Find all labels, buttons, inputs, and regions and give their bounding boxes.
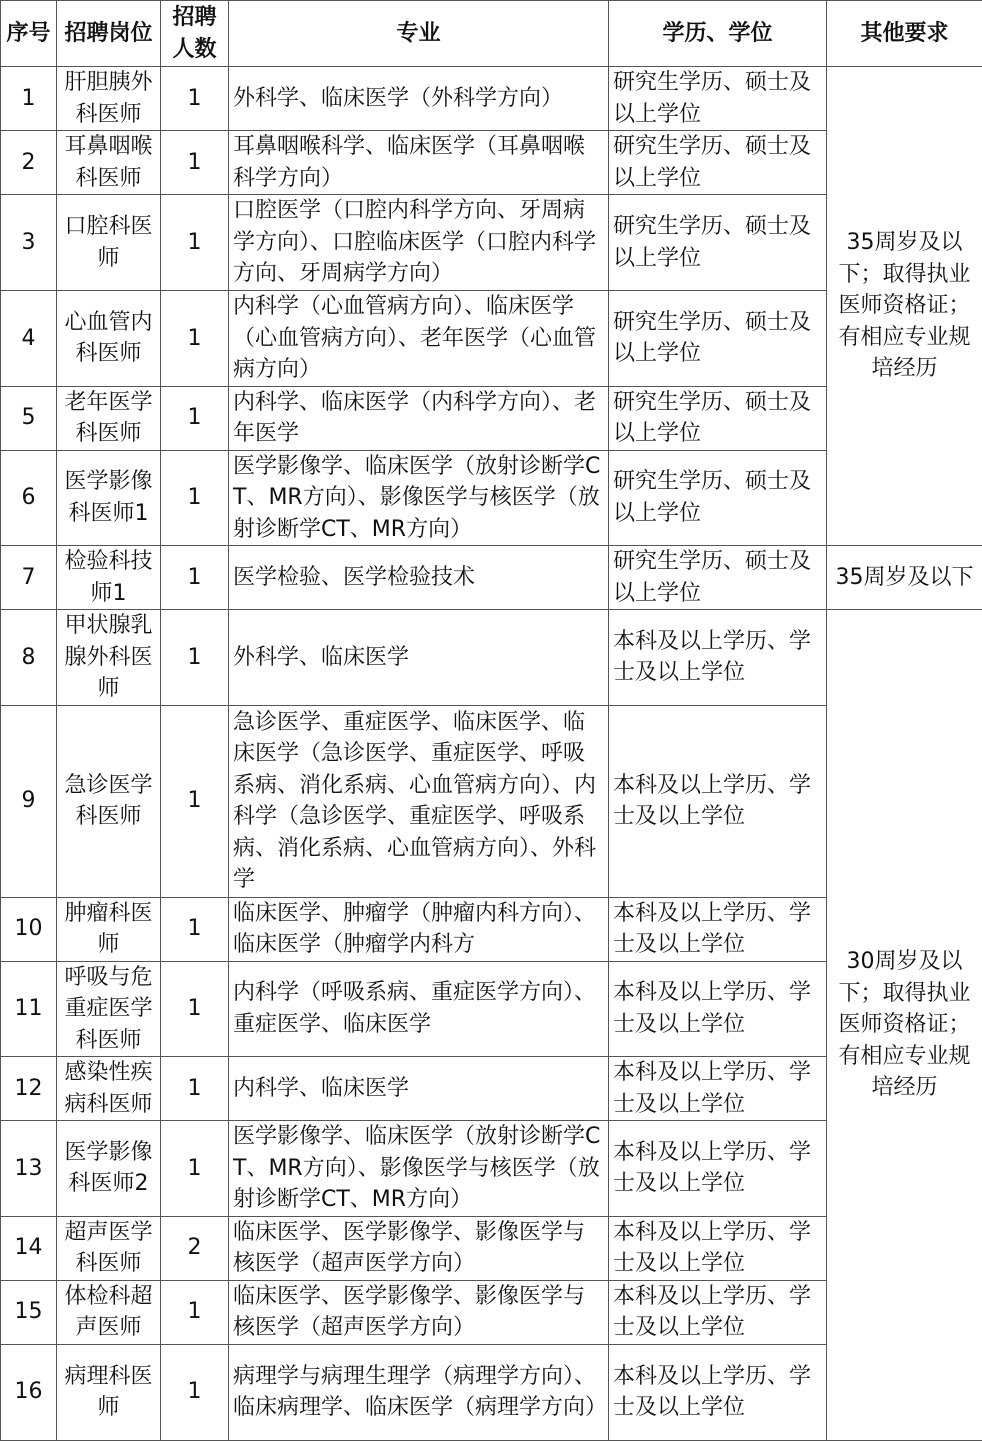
row-major xyxy=(229,1344,609,1440)
row-seq xyxy=(1,546,57,610)
row-education xyxy=(609,291,827,387)
row-education xyxy=(609,67,827,131)
row-seq xyxy=(1,705,57,897)
row-education-text: 研究生学历、硕士及以上学位 xyxy=(613,387,822,450)
row-position xyxy=(57,1216,161,1280)
row-count xyxy=(161,67,229,131)
row-position-text: 医学影像科医师2 xyxy=(61,1137,156,1200)
row-major-text: 急诊医学、重症医学、临床医学、临床医学（急诊医学、重症医学、呼吸系病、消化系病、心血管病方向）、内科学（急诊医学、重症医学、呼吸系病、消化系病、心血管病方向）、外科学 xyxy=(233,707,604,896)
row-seq-text: 15 xyxy=(5,1296,52,1328)
row-position-text: 病理科医师 xyxy=(61,1361,156,1424)
row-education xyxy=(609,450,827,546)
row-position xyxy=(57,1344,161,1440)
row-seq-text: 16 xyxy=(5,1376,52,1408)
row-position-text: 检验科技师1 xyxy=(61,546,156,609)
row-seq-text: 12 xyxy=(5,1073,52,1105)
row-major xyxy=(229,195,609,291)
row-position xyxy=(57,195,161,291)
row-count-text: 1 xyxy=(165,83,224,115)
row-count xyxy=(161,1216,229,1280)
row-position-text: 急诊医学科医师 xyxy=(61,770,156,833)
row-position xyxy=(57,610,161,706)
row-position-text: 耳鼻咽喉科医师 xyxy=(61,131,156,194)
row-count-text: 1 xyxy=(165,1073,224,1105)
row-position-text: 感染性疾病科医师 xyxy=(61,1057,156,1120)
row-position-text: 肿瘤科医师 xyxy=(61,898,156,961)
row-count xyxy=(161,131,229,195)
row-education xyxy=(609,1216,827,1280)
header-major: 专业 xyxy=(229,1,609,67)
row-position xyxy=(57,961,161,1057)
other-requirements-text: 30周岁及以下；取得执业医师资格证；有相应专业规培经历 xyxy=(831,946,978,1104)
row-position-text: 甲状腺乳腺外科医师 xyxy=(61,610,156,705)
row-seq-text: 11 xyxy=(5,993,52,1025)
row-count xyxy=(161,386,229,450)
row-education-text: 研究生学历、硕士及以上学位 xyxy=(613,211,822,274)
row-major-text: 临床医学、医学影像学、影像医学与核医学（超声医学方向） xyxy=(233,1217,604,1280)
row-seq xyxy=(1,1344,57,1440)
row-count xyxy=(161,546,229,610)
row-position-text: 心血管内科医师 xyxy=(61,307,156,370)
row-seq xyxy=(1,897,57,961)
row-education xyxy=(609,1057,827,1121)
row-position-text: 呼吸与危重症医学科医师 xyxy=(61,962,156,1057)
row-seq xyxy=(1,195,57,291)
header-seq: 序号 xyxy=(1,1,57,67)
row-seq xyxy=(1,961,57,1057)
row-position xyxy=(57,386,161,450)
row-education-text: 本科及以上学历、学士及以上学位 xyxy=(613,770,822,833)
other-requirements-text: 35周岁及以下 xyxy=(831,562,978,594)
row-seq xyxy=(1,610,57,706)
row-major-text: 内科学、临床医学 xyxy=(233,1073,604,1105)
row-major xyxy=(229,610,609,706)
row-seq xyxy=(1,1057,57,1121)
row-position xyxy=(57,450,161,546)
row-position-text: 体检科超声医师 xyxy=(61,1281,156,1344)
row-major-text: 内科学（呼吸系病、重症医学方向）、重症医学、临床医学 xyxy=(233,977,604,1040)
row-education xyxy=(609,610,827,706)
row-major-text: 病理学与病理生理学（病理学方向）、临床病理学、临床医学（病理学方向） xyxy=(233,1361,604,1424)
row-major-text: 口腔医学（口腔内科学方向、牙周病学方向）、口腔临床医学（口腔内科学方向、牙周病学方向） xyxy=(233,195,604,290)
row-seq-text: 9 xyxy=(5,785,52,817)
row-seq-text: 14 xyxy=(5,1232,52,1264)
row-count xyxy=(161,1280,229,1344)
row-count-text: 1 xyxy=(165,785,224,817)
row-education-text: 研究生学历、硕士及以上学位 xyxy=(613,131,822,194)
row-seq xyxy=(1,1121,57,1217)
row-education-text: 研究生学历、硕士及以上学位 xyxy=(613,307,822,370)
row-seq xyxy=(1,131,57,195)
row-major xyxy=(229,450,609,546)
row-position xyxy=(57,897,161,961)
row-education xyxy=(609,386,827,450)
row-major-text: 医学影像学、临床医学（放射诊断学CT、MR方向）、影像医学与核医学（放射诊断学CT、MR方向） xyxy=(233,451,604,546)
table-row xyxy=(1,546,982,610)
row-position xyxy=(57,1057,161,1121)
row-count-text: 1 xyxy=(165,482,224,514)
other-requirements-cell xyxy=(827,546,982,610)
row-seq xyxy=(1,1216,57,1280)
row-seq-text: 1 xyxy=(5,83,52,115)
row-count xyxy=(161,897,229,961)
row-education xyxy=(609,1121,827,1217)
row-count-text: 1 xyxy=(165,323,224,355)
header-row xyxy=(1,1,982,67)
row-position xyxy=(57,1280,161,1344)
row-position xyxy=(57,291,161,387)
row-position xyxy=(57,131,161,195)
row-seq xyxy=(1,450,57,546)
row-seq-text: 7 xyxy=(5,562,52,594)
row-major xyxy=(229,1057,609,1121)
row-seq-text: 10 xyxy=(5,913,52,945)
row-count xyxy=(161,1121,229,1217)
row-seq xyxy=(1,291,57,387)
header-education: 学历、学位 xyxy=(609,1,827,67)
header-count: 招聘 人数 xyxy=(161,1,229,67)
header-position: 招聘岗位 xyxy=(57,1,161,67)
row-count xyxy=(161,450,229,546)
row-position-text: 老年医学科医师 xyxy=(61,387,156,450)
row-seq-text: 13 xyxy=(5,1153,52,1185)
row-major-text: 临床医学、医学影像学、影像医学与核医学（超声医学方向） xyxy=(233,1281,604,1344)
row-major xyxy=(229,961,609,1057)
row-education-text: 研究生学历、硕士及以上学位 xyxy=(613,546,822,609)
row-education-text: 本科及以上学历、学士及以上学位 xyxy=(613,898,822,961)
row-seq-text: 6 xyxy=(5,482,52,514)
row-major xyxy=(229,386,609,450)
row-major xyxy=(229,67,609,131)
table-body xyxy=(1,67,982,1441)
row-position xyxy=(57,1121,161,1217)
row-count-text: 1 xyxy=(165,147,224,179)
header-other: 其他要求 xyxy=(827,1,982,67)
table-row xyxy=(1,610,982,706)
row-position-text: 超声医学科医师 xyxy=(61,1217,156,1280)
row-count-text: 1 xyxy=(165,402,224,434)
row-seq xyxy=(1,67,57,131)
row-count xyxy=(161,195,229,291)
row-education xyxy=(609,897,827,961)
row-major-text: 内科学、临床医学（内科学方向）、老年医学 xyxy=(233,387,604,450)
row-education xyxy=(609,705,827,897)
row-seq xyxy=(1,1280,57,1344)
row-count xyxy=(161,705,229,897)
row-count-text: 1 xyxy=(165,1376,224,1408)
row-seq-text: 5 xyxy=(5,402,52,434)
row-major xyxy=(229,705,609,897)
row-major xyxy=(229,1121,609,1217)
row-count-text: 2 xyxy=(165,1232,224,1264)
row-major-text: 耳鼻咽喉科学、临床医学（耳鼻咽喉科学方向） xyxy=(233,131,604,194)
row-count-text: 1 xyxy=(165,1296,224,1328)
row-count xyxy=(161,961,229,1057)
row-seq-text: 2 xyxy=(5,147,52,179)
other-requirements-text: 35周岁及以下；取得执业医师资格证；有相应专业规培经历 xyxy=(831,227,978,385)
row-count-text: 1 xyxy=(165,1153,224,1185)
row-education-text: 研究生学历、硕士及以上学位 xyxy=(613,67,822,130)
row-count-text: 1 xyxy=(165,227,224,259)
row-count xyxy=(161,1057,229,1121)
row-major-text: 医学影像学、临床医学（放射诊断学CT、MR方向）、影像医学与核医学（放射诊断学CT、MR方向） xyxy=(233,1121,604,1216)
row-seq-text: 3 xyxy=(5,227,52,259)
row-major-text: 外科学、临床医学（外科学方向） xyxy=(233,83,604,115)
row-major xyxy=(229,897,609,961)
row-major xyxy=(229,131,609,195)
table-row xyxy=(1,67,982,131)
row-seq-text: 4 xyxy=(5,323,52,355)
row-count-text: 1 xyxy=(165,642,224,674)
row-education-text: 本科及以上学历、学士及以上学位 xyxy=(613,626,822,689)
other-requirements-cell xyxy=(827,67,982,546)
row-position-text: 口腔科医师 xyxy=(61,211,156,274)
row-major-text: 内科学（心血管病方向）、临床医学（心血管病方向）、老年医学（心血管病方向） xyxy=(233,291,604,386)
row-position xyxy=(57,705,161,897)
other-requirements-cell xyxy=(827,610,982,1441)
row-education xyxy=(609,961,827,1057)
row-major-text: 医学检验、医学检验技术 xyxy=(233,562,604,594)
row-count xyxy=(161,610,229,706)
row-major xyxy=(229,1216,609,1280)
row-position xyxy=(57,67,161,131)
row-major-text: 临床医学、肿瘤学（肿瘤内科方向）、临床医学（肿瘤学内科方 xyxy=(233,898,604,961)
row-education xyxy=(609,131,827,195)
row-education-text: 本科及以上学历、学士及以上学位 xyxy=(613,1281,822,1344)
row-count-text: 1 xyxy=(165,562,224,594)
row-count xyxy=(161,1344,229,1440)
row-seq-text: 8 xyxy=(5,642,52,674)
row-seq xyxy=(1,386,57,450)
row-education-text: 研究生学历、硕士及以上学位 xyxy=(613,466,822,529)
row-count xyxy=(161,291,229,387)
row-education-text: 本科及以上学历、学士及以上学位 xyxy=(613,977,822,1040)
row-education-text: 本科及以上学历、学士及以上学位 xyxy=(613,1137,822,1200)
row-education xyxy=(609,195,827,291)
row-major-text: 外科学、临床医学 xyxy=(233,642,604,674)
row-position-text: 肝胆胰外科医师 xyxy=(61,67,156,130)
row-count-text: 1 xyxy=(165,993,224,1025)
row-major xyxy=(229,291,609,387)
row-position-text: 医学影像科医师1 xyxy=(61,466,156,529)
row-position xyxy=(57,546,161,610)
row-education-text: 本科及以上学历、学士及以上学位 xyxy=(613,1057,822,1120)
row-education xyxy=(609,546,827,610)
row-education xyxy=(609,1280,827,1344)
row-education xyxy=(609,1344,827,1440)
row-count-text: 1 xyxy=(165,913,224,945)
row-major xyxy=(229,546,609,610)
row-major xyxy=(229,1280,609,1344)
row-education-text: 本科及以上学历、学士及以上学位 xyxy=(613,1217,822,1280)
row-education-text: 本科及以上学历、学士及以上学位 xyxy=(613,1361,822,1424)
